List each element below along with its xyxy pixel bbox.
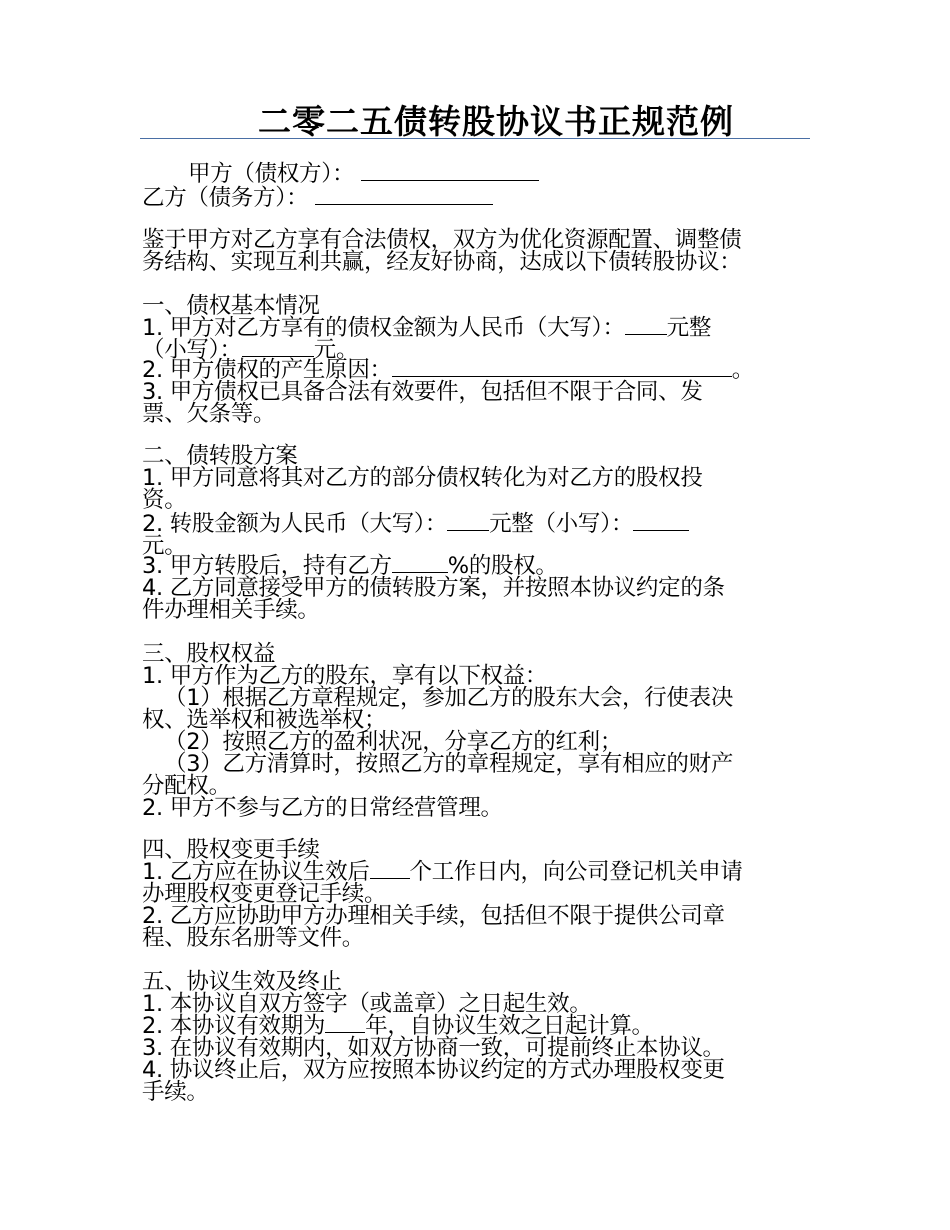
s2-item-1-line-2: 资。 (142, 487, 187, 513)
s2-item-4-line-2: 件办理相关手续。 (142, 597, 320, 623)
s2-item-1-line-1: 1. 甲方同意将其对乙方的部分债权转化为对乙方的股权投 (142, 465, 703, 491)
s3-item-2: 2. 甲方不参与乙方的日常经营管理。 (142, 795, 503, 821)
party-a-blank (361, 160, 539, 181)
section-3-heading: 三、股权权益 (142, 641, 276, 667)
s1-item-1-lower-label: （小写）： (142, 337, 242, 363)
section-4-heading: 四、股权变更手续 (142, 837, 320, 863)
s1-item-1-text: 1. 甲方对乙方享有的债权金额为人民币（大写）： (142, 315, 625, 341)
s2-item-3-text: 3. 甲方转股后，持有乙方 (142, 553, 392, 579)
s1-amount-upper-blank (625, 314, 667, 335)
s2-item-2-line-2: 元。 (142, 533, 187, 559)
s4-item-1-text: 1. 乙方应在协议生效后 (142, 859, 370, 885)
s2-item-4-line-1: 4. 乙方同意接受甲方的债转股方案，并按照本协议约定的条 (142, 575, 725, 601)
s5-item-4-line-2: 手续。 (142, 1079, 209, 1105)
party-b-label: 乙方（债务方）： (142, 185, 309, 211)
s1-amount-lower-blank (242, 336, 314, 357)
s1-item-2-text: 2. 甲方债权的产生原因： (142, 357, 392, 383)
s1-item-3-line-2: 票、欠条等。 (142, 401, 276, 427)
party-b-blank (315, 184, 493, 205)
s5-item-2-text: 2. 本协议有效期为 (142, 1013, 326, 1039)
s1-item-3-line-1: 3. 甲方债权已具备合法有效要件，包括但不限于合同、发 (142, 379, 703, 405)
s5-item-1: 1. 本协议自双方签字（或盖章）之日起生效。 (142, 991, 592, 1017)
s4-item-2-line-2: 程、股东名册等文件。 (142, 925, 365, 951)
s2-share-percent-blank (392, 552, 448, 573)
s5-item-3: 3. 在协议有效期内，如双方协商一致，可提前终止本协议。 (142, 1035, 725, 1061)
s5-years-blank (325, 1012, 365, 1033)
s2-amount-upper-blank (447, 510, 489, 531)
s5-item-2-rest: 年，自协议生效之日起计算。 (365, 1013, 654, 1039)
s2-item-2-unit: 元整（小写）： (489, 511, 634, 537)
document-title: 二零二五债转股协议书正规范例 (258, 102, 734, 141)
s3-point-1-line-2: 权、选举权和被选举权； (142, 707, 387, 733)
party-a-label: 甲方（债权方）： (188, 161, 355, 187)
section-1-heading: 一、债权基本情况 (142, 293, 320, 319)
s1-reason-blank (392, 356, 732, 377)
party-b-line (142, 184, 493, 212)
s2-item-2-line-1 (142, 510, 689, 538)
section-5-heading: 五、协议生效及终止 (142, 969, 342, 995)
s2-item-3-unit: %的股权。 (447, 553, 558, 579)
s3-point-1-line-1: （1）根据乙方章程规定，参加乙方的股东大会，行使表决 (164, 685, 734, 711)
s3-point-3-line-2: 分配权。 (142, 773, 231, 799)
s2-amount-lower-blank (633, 510, 689, 531)
title-underline (140, 138, 810, 139)
s5-item-4-line-1: 4. 协议终止后，双方应按照本协议约定的方式办理股权变更 (142, 1057, 725, 1083)
preamble-line-1: 鉴于甲方对乙方享有合法债权，双方为优化资源配置、调整债 (142, 227, 742, 253)
s4-days-blank (370, 858, 410, 879)
s4-item-1-line-2: 办理股权变更登记手续。 (142, 881, 387, 907)
section-2-heading: 二、债转股方案 (142, 443, 298, 469)
s3-point-3-line-1: （3）乙方清算时，按照乙方的章程规定，享有相应的财产 (164, 751, 734, 777)
s3-item-1: 1. 甲方作为乙方的股东，享有以下权益： (142, 663, 548, 689)
preamble-line-2: 务结构、实现互利共赢，经友好协商，达成以下债转股协议： (142, 249, 742, 275)
s4-item-2-line-1: 2. 乙方应协助甲方办理相关手续，包括但不限于提供公司章 (142, 903, 725, 929)
s1-item-1-lower-unit: 元。 (313, 337, 359, 363)
s2-item-2-text: 2. 转股金额为人民币（大写）： (142, 511, 448, 537)
s3-point-2: （2）按照乙方的盈利状况，分享乙方的红利； (164, 729, 623, 755)
s4-item-1-rest: 个工作日内，向公司登记机关申请 (409, 859, 743, 885)
s1-item-2-end: 。 (731, 357, 754, 383)
s1-item-1-unit: 元整 (666, 315, 712, 341)
